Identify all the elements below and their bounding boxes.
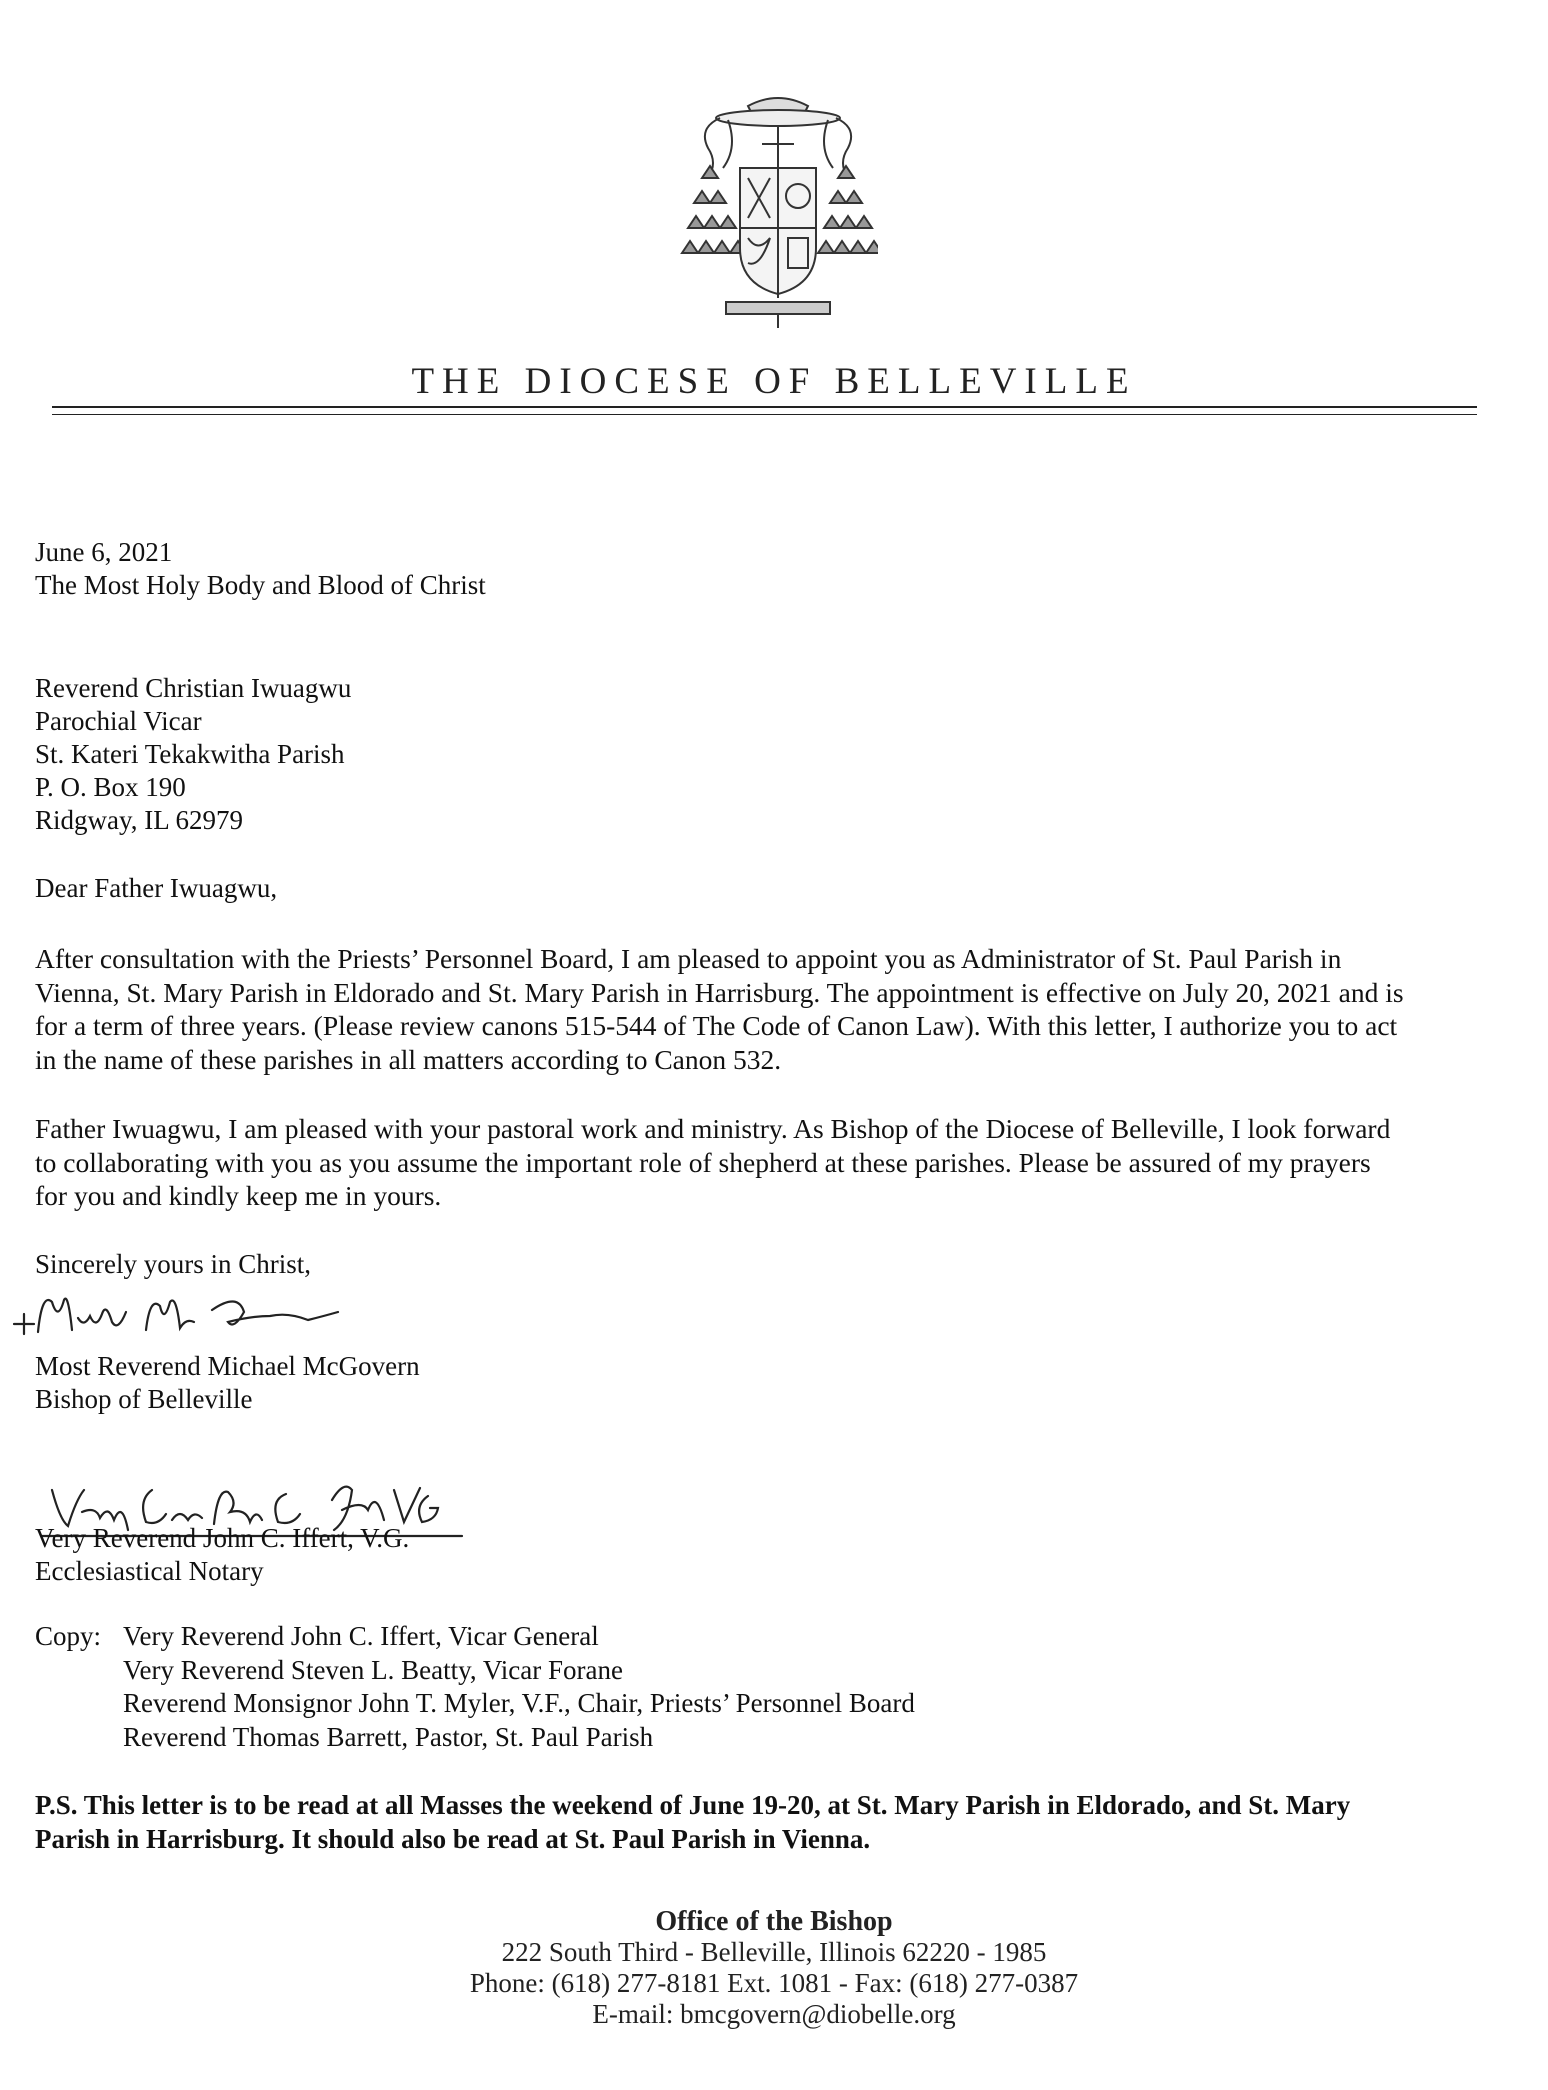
copy-list xyxy=(35,1620,915,1754)
bishop-name: Most Reverend Michael McGovern xyxy=(35,1351,420,1381)
footer-phone: Phone: (618) 277-8181 Ext. 1081 - Fax: (618) 277-0387 xyxy=(469,1968,1079,1998)
text-line: Father Iwuagwu, I am pleased with your pastoral work and ministry. As Bishop of the Diocese of Belleville, I look forward xyxy=(35,1113,1391,1144)
copy-recipient: Reverend Monsignor John T. Myler, V.F., Chair, Priests’ Personnel Board xyxy=(123,1688,915,1718)
letter-date: June 6, 2021 xyxy=(35,537,173,567)
recipient-title: Parochial Vicar xyxy=(35,706,202,736)
copy-label: Copy: xyxy=(35,1621,102,1651)
recipient-parish: St. Kateri Tekakwitha Parish xyxy=(35,739,345,769)
postscript-line: P.S. This letter is to be read at all Masses the weekend of June 19-20, at St. Mary Parish in Eldorado, and St. Mary xyxy=(35,1790,1351,1820)
feast-day: The Most Holy Body and Blood of Christ xyxy=(35,570,486,600)
postscript-line: Parish in Harrisburg. It should also be read at St. Paul Parish in Vienna. xyxy=(35,1824,871,1854)
date-block xyxy=(35,536,486,602)
recipient-city: Ridgway, IL 62979 xyxy=(35,805,243,835)
notary-title: Ecclesiastical Notary xyxy=(35,1556,264,1586)
copy-recipient: Reverend Thomas Barrett, Pastor, St. Paul Parish xyxy=(123,1721,654,1752)
recipient-name: Reverend Christian Iwuagwu xyxy=(35,673,352,703)
notary-name: Very Reverend John C. Iffert, V.G. xyxy=(35,1523,410,1553)
handwritten-signature-icon xyxy=(8,1272,348,1352)
text-line: in the name of these parishes in all matters according to Canon 532. xyxy=(35,1043,782,1075)
footer-address: 222 South Third - Belleville, Illinois 62220 - 1985 xyxy=(501,1937,1047,1967)
copy-recipient: Very Reverend Steven L. Beatty, Vicar Forane xyxy=(123,1654,623,1685)
footer-email: E-mail: bmcgovern@diobelle.org xyxy=(592,1999,956,2029)
salutation: Dear Father Iwuagwu, xyxy=(35,873,278,903)
header-rule-thin xyxy=(52,414,1477,415)
body-paragraph-2 xyxy=(35,1112,1495,1213)
body-paragraph-1 xyxy=(35,942,1495,1076)
closing: Sincerely yours in Christ, xyxy=(35,1249,311,1279)
footer-office: Office of the Bishop xyxy=(655,1906,893,1937)
recipient-address xyxy=(35,672,351,837)
postscript xyxy=(35,1788,1505,1856)
text-line: for a term of three years. (Please review canons 515-544 of The Code of Canon Law). With this letter, I authorize you to act xyxy=(35,1010,1398,1041)
recipient-box: P. O. Box 190 xyxy=(35,772,186,802)
bishop-signature-block xyxy=(35,1350,420,1416)
header-rule xyxy=(52,406,1477,408)
text-line: for you and kindly keep me in yours. xyxy=(35,1180,442,1211)
text-line: Vienna, St. Mary Parish in Eldorado and St. Mary Parish in Harrisburg. The appointment is effective on July 20, 2021 and is xyxy=(35,976,1404,1008)
notary-signature-block xyxy=(35,1522,409,1588)
footer xyxy=(0,1906,1548,2030)
diocese-title: THE DIOCESE OF BELLEVILLE xyxy=(411,361,1137,402)
coat-of-arms-icon xyxy=(678,88,878,348)
text-line: After consultation with the Priests’ Personnel Board, I am pleased to appoint you as Administrator of St. Paul Parish in xyxy=(35,943,1342,974)
bishop-title: Bishop of Belleville xyxy=(35,1384,253,1414)
copy-recipient: Very Reverend John C. Iffert, Vicar General xyxy=(123,1621,599,1651)
text-line: to collaborating with you as you assume the important role of shepherd at these parishes. Please be assured of my prayers xyxy=(35,1146,1371,1178)
